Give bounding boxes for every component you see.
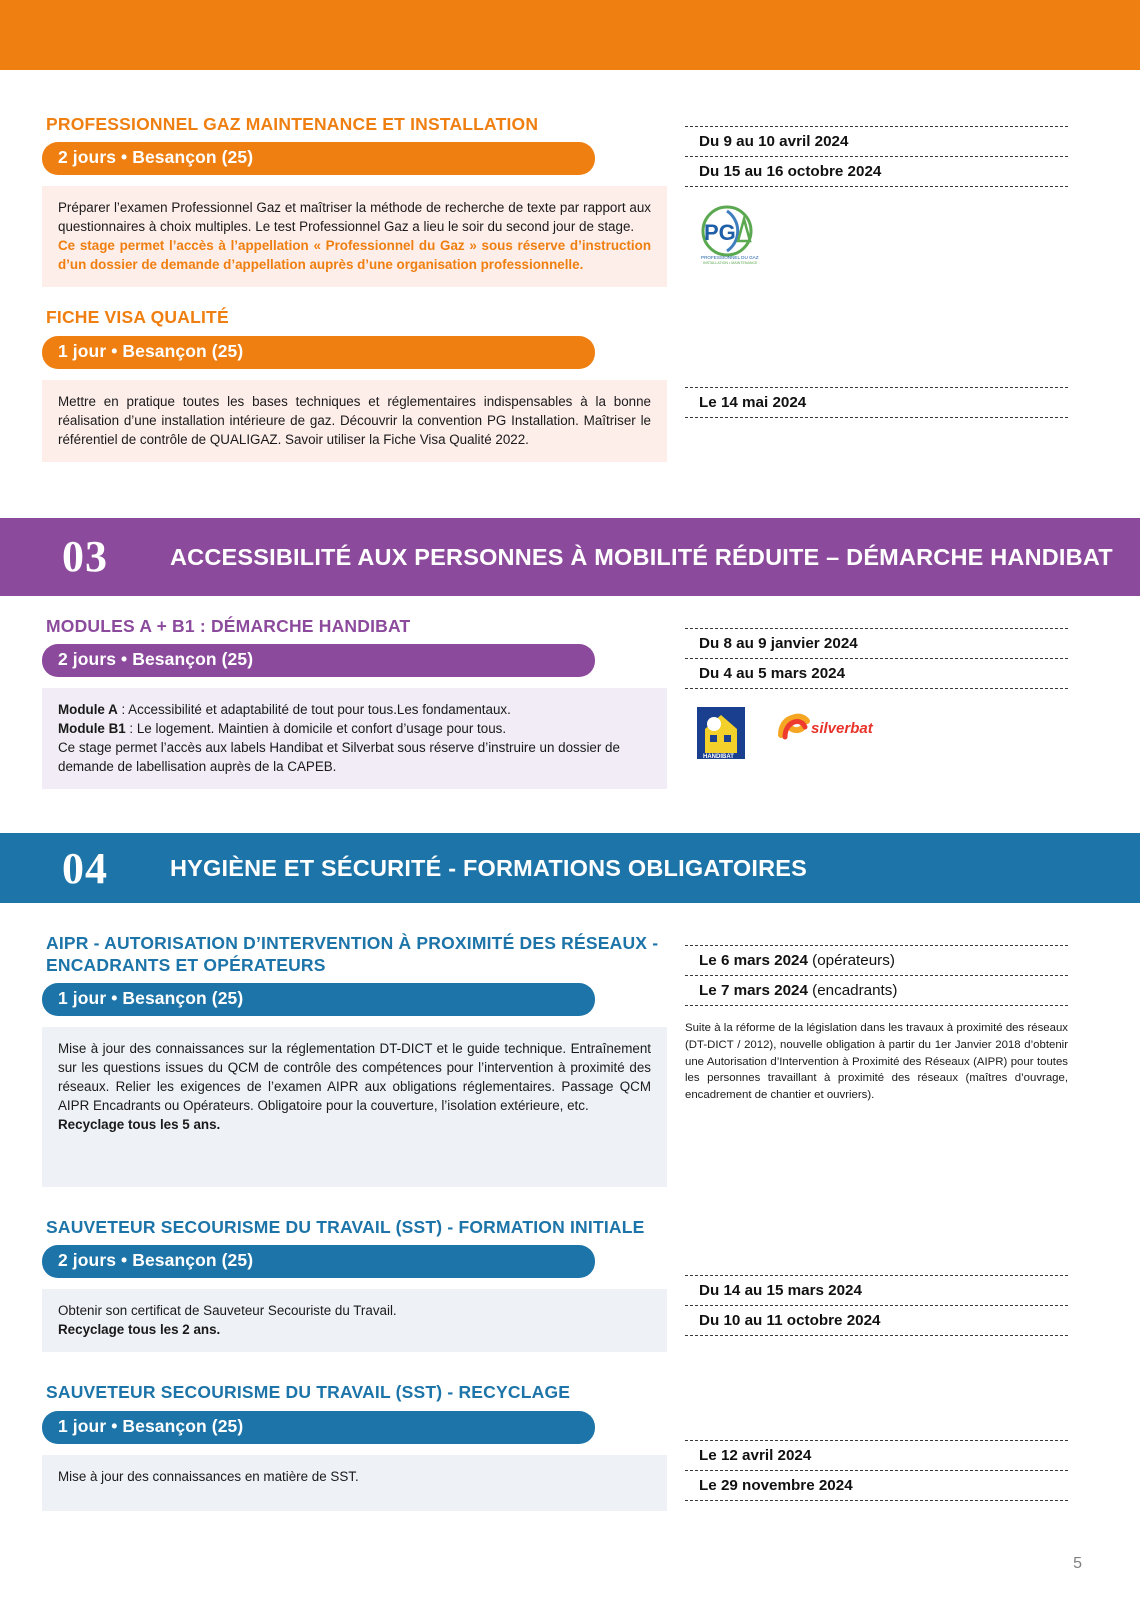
logo-strip	[685, 707, 1068, 759]
svg-text:PG: PG	[704, 220, 736, 245]
svg-text:PROFESSIONNEL DU GAZ: PROFESSIONNEL DU GAZ	[701, 255, 759, 260]
date-suffix: (opérateurs)	[807, 952, 895, 970]
course-description	[42, 1027, 667, 1187]
page-number: 5	[1073, 1555, 1082, 1572]
description-plain: Préparer l’examen Professionnel Gaz et maîtriser la méthode de recherche de texte par rapport aux questionnaires à choix multiples. Le test Professionnel Gaz a lieu le soir du second jour de stage.	[58, 200, 651, 235]
top-orange-band	[0, 0, 1140, 70]
date-row	[685, 1470, 1068, 1501]
description-plain: Mise à jour des connaissances sur la réglementation DT-DICT et le guide technique. Entraînement sur les questions issues du QCM de contrôle des compétences pour l’intervention à proximité des réseaux. Relier les exigences de l’examen AIPR aux obligations réglementaires. Passage QCM AIPR Encadrants ou Opérateurs. Obligatoire pour la couverture, l’isolation extérieure, etc.	[58, 1041, 651, 1114]
date-row	[685, 945, 1068, 975]
duration-location-pill: 2 jours • Besançon (25)	[42, 142, 595, 175]
labels-note: Ce stage permet l’accès aux labels Handibat et Silverbat sous réserve d’instruire un dossier de demande de labellisation auprès de la CAPEB.	[58, 740, 620, 775]
module-a-label: Module A	[58, 702, 118, 718]
date-row	[685, 156, 1068, 187]
duration-location-pill: 1 jour • Besançon (25)	[42, 336, 595, 369]
section-number: 03	[62, 532, 108, 582]
date-main: Du 4 au 5 mars 2024	[699, 664, 846, 682]
dates-list	[685, 126, 1068, 187]
description-highlight: Ce stage permet l’accès à l’appellation « Professionnel du Gaz » sous réserve d’instruction d’un dossier de demande d’appellation auprès d’une organisation professionnelle.	[58, 238, 651, 273]
course-left-column	[42, 1382, 667, 1510]
course-title: SAUVETEUR SECOURISME DU TRAVAIL (SST) - RECYCLAGE	[46, 1382, 571, 1403]
course-block-sst-initiale	[0, 1217, 1140, 1352]
duration-location-pill: 1 jour • Besançon (25)	[42, 983, 595, 1016]
section-number: 04	[62, 843, 108, 893]
course-left-column	[42, 933, 667, 1187]
date-suffix: (encadrants)	[807, 982, 898, 1000]
section-banner-03	[0, 518, 1140, 596]
date-row	[685, 1440, 1068, 1470]
course-left-column	[42, 616, 667, 789]
course-description	[42, 688, 667, 789]
course-description	[42, 1289, 667, 1352]
regulation-note: Suite à la réforme de la législation dans les travaux à proximité des réseaux (DT-DICT / 2012), nouvelle obligation à partir du 1er Janvier 2018 d’obtenir une Autorisation d’Intervention à Proximité des Réseaux (AIPR) pour toutes les personnes travaillant à proximité des réseaux (maîtres d’ouvrage, encadrement de chantier et ouvriers).	[685, 1022, 1068, 1101]
date-row	[685, 975, 1068, 1006]
duration-location-pill: 2 jours • Besançon (25)	[42, 1245, 595, 1278]
course-block-fiche-visa-qualite	[0, 307, 1140, 461]
date-main: Le 7 mars 2024	[699, 982, 808, 1000]
course-right-column	[685, 114, 1068, 267]
course-right-column	[685, 1217, 1068, 1336]
course-right-column	[685, 307, 1068, 418]
module-b1-line	[58, 719, 651, 738]
date-row	[685, 1275, 1068, 1305]
description-bold: Recyclage tous les 5 ans.	[58, 1117, 221, 1133]
description-plain: Mise à jour des connaissances en matière de SST.	[58, 1468, 359, 1484]
course-block-sst-recyclage	[0, 1382, 1140, 1510]
date-main: Du 14 au 15 mars 2024	[699, 1282, 862, 1300]
description-bold: Recyclage tous les 2 ans.	[58, 1322, 221, 1338]
module-a-text: : Accessibilité et adaptabilité de tout pour tous.Les fondamentaux.	[117, 702, 511, 718]
silverbat-logo	[775, 707, 875, 747]
dates-list	[685, 1440, 1068, 1501]
duration-location-pill: 1 jour • Besançon (25)	[42, 1411, 595, 1444]
course-description	[42, 380, 667, 462]
dates-list	[685, 945, 1068, 1006]
course-title: FICHE VISA QUALITÉ	[46, 307, 229, 328]
course-block-aipr	[0, 933, 1140, 1187]
module-b1-label: Module B1	[58, 721, 126, 737]
course-description	[42, 186, 667, 287]
date-main: Le 6 mars 2024	[699, 952, 808, 970]
course-right-column	[685, 1382, 1068, 1501]
date-row	[685, 126, 1068, 156]
course-left-column	[42, 114, 667, 287]
course-left-column	[42, 307, 667, 461]
course-left-column	[42, 1217, 667, 1352]
page-content	[0, 70, 1140, 1511]
course-block-modules-a-b1	[0, 616, 1140, 789]
date-main: Le 29 novembre 2024	[699, 1477, 853, 1495]
date-main: Le 14 mai 2024	[699, 394, 807, 412]
module-a-line	[58, 700, 651, 719]
course-description	[42, 1455, 667, 1511]
course-title: MODULES A + B1 : DÉMARCHE HANDIBAT	[46, 615, 411, 636]
date-row	[685, 387, 1068, 418]
dates-list	[685, 628, 1068, 689]
date-row	[685, 1305, 1068, 1336]
date-row	[685, 628, 1068, 658]
course-block-professionnel-gaz	[0, 114, 1140, 287]
dates-list	[685, 387, 1068, 418]
duration-location-pill: 2 jours • Besançon (25)	[42, 644, 595, 677]
svg-text:silverbat: silverbat	[811, 719, 873, 737]
date-main: Du 8 au 9 janvier 2024	[699, 634, 858, 652]
date-row	[685, 658, 1068, 689]
section-banner-04	[0, 833, 1140, 903]
section-title: ACCESSIBILITÉ AUX PERSONNES À MOBILITÉ RÉDUITE – DÉMARCHE HANDIBAT	[170, 543, 1113, 570]
course-title: AIPR - AUTORISATION D’INTERVENTION À PROXIMITÉ DES RÉSEAUX - ENCADRANTS ET OPÉRATEURS	[46, 933, 659, 975]
svg-text:INSTALLATION • MAINTENANCE: INSTALLATION • MAINTENANCE	[703, 261, 758, 265]
module-b1-text: : Le logement. Maintien à domicile et confort d’usage pour tous.	[125, 721, 507, 737]
course-right-column	[685, 933, 1068, 1103]
description-plain: Mettre en pratique toutes les bases techniques et réglementaires indispensables à la bonne réalisation d’une installation intérieure de gaz. Découvrir la convention PG Installation. Maîtriser le référentiel de contrôle de QUALIGAZ. Savoir utiliser la Fiche Visa Qualité 2022.	[58, 393, 651, 447]
svg-text:HANDIBAT: HANDIBAT	[703, 753, 734, 759]
date-main: Du 15 au 16 octobre 2024	[699, 163, 882, 180]
description-plain: Obtenir son certificat de Sauveteur Secouriste du Travail.	[58, 1303, 397, 1319]
course-title: SAUVETEUR SECOURISME DU TRAVAIL (SST) - FORMATION INITIALE	[46, 1217, 645, 1238]
date-main: Le 12 avril 2024	[699, 1447, 812, 1465]
logo-strip	[685, 205, 1068, 267]
date-main: Du 10 au 11 octobre 2024	[699, 1312, 881, 1330]
pg-professionnel-du-gaz-logo	[697, 205, 761, 267]
section-title: HYGIÈNE ET SÉCURITÉ - FORMATIONS OBLIGATOIRES	[170, 855, 808, 882]
date-main: Du 9 au 10 avril 2024	[699, 133, 849, 150]
dates-list	[685, 1275, 1068, 1336]
handibat-logo	[697, 707, 745, 759]
course-right-column	[685, 616, 1068, 759]
course-title: PROFESSIONNEL GAZ MAINTENANCE ET INSTALLATION	[46, 114, 539, 134]
